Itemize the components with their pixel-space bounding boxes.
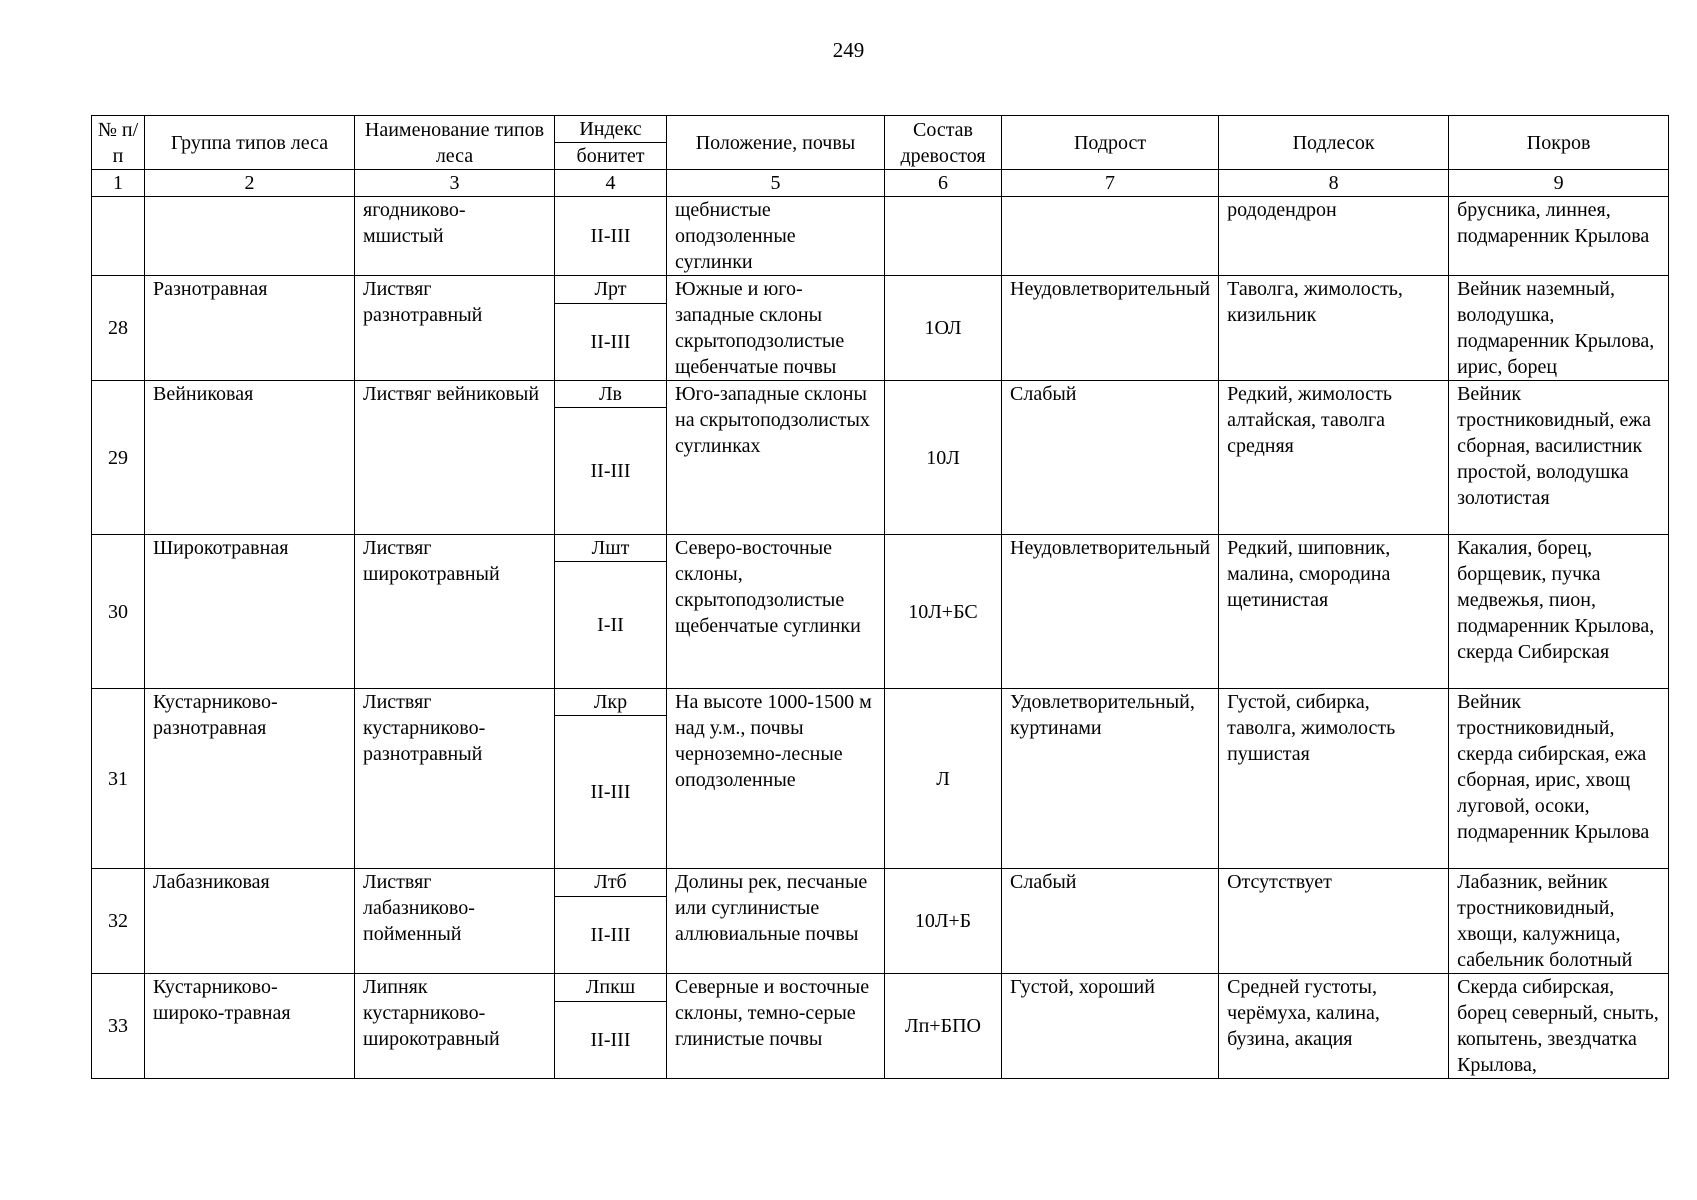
- row-num: 33: [92, 974, 145, 1079]
- undergrowth: Густой, сибирка, таволга, жимолость пушистая: [1219, 689, 1449, 869]
- undergrowth: Отсутствует: [1219, 869, 1449, 974]
- header-bonitet: бонитет: [555, 143, 667, 170]
- forest-type-name: Листвяг кустарниково-разнотравный: [355, 689, 555, 869]
- table-row-continuation: [92, 197, 1669, 276]
- undergrowth: Редкий, жимолость алтайская, таволга средняя: [1219, 381, 1449, 535]
- stand-composition: 10Л: [885, 381, 1002, 535]
- forest-type-name: Листвяг разнотравный: [355, 276, 555, 381]
- bonitet: II-III: [555, 716, 667, 869]
- table-row: [92, 535, 1669, 562]
- forest-type-name: Листвяг лабазниково-пойменный: [355, 869, 555, 974]
- index-code: Лкр: [555, 689, 667, 716]
- header-regrowth: Подрост: [1002, 116, 1219, 170]
- forest-type-name: Липняк кустарниково-широкотравный: [355, 974, 555, 1079]
- forest-group: Кустарниково-широко-травная: [145, 974, 355, 1079]
- ground-cover: брусника, линнея, подмаренник Крылова: [1449, 197, 1669, 276]
- stand-composition: 1ОЛ: [885, 276, 1002, 381]
- table-row: [92, 689, 1669, 716]
- row-num: [92, 197, 145, 276]
- ground-cover: Скерда сибирская, борец северный, сныть, копытень, звездчатка Крылова,: [1449, 974, 1669, 1079]
- header-group: Группа типов леса: [145, 116, 355, 170]
- row-num: 32: [92, 869, 145, 974]
- regrowth: Неудовлетворительный: [1002, 276, 1219, 381]
- bonitet: II-III: [555, 408, 667, 535]
- undergrowth: Редкий, шиповник, малина, смородина щетинистая: [1219, 535, 1449, 689]
- ground-cover: Лабазник, вейник тростниковидный, хвощи, калужница, сабельник болотный: [1449, 869, 1669, 974]
- forest-group: Лабазниковая: [145, 869, 355, 974]
- column-number: 1: [92, 170, 145, 197]
- header-index: Индекс: [555, 116, 667, 143]
- forest-type-name: ягодниково-мшистый: [355, 197, 555, 276]
- forest-types-table: [91, 115, 1669, 1079]
- forest-group: Вейниковая: [145, 381, 355, 535]
- row-num: 30: [92, 535, 145, 689]
- column-number: 2: [145, 170, 355, 197]
- stand-composition: [885, 197, 1002, 276]
- forest-type-name: Листвяг широкотравный: [355, 535, 555, 689]
- column-number: 9: [1449, 170, 1669, 197]
- row-num: 31: [92, 689, 145, 869]
- stand-composition: 10Л+Б: [885, 869, 1002, 974]
- index-code: Лпкш: [555, 974, 667, 1002]
- ground-cover: Какалия, борец, борщевик, пучка медвежья, пион, подмаренник Крылова, скерда Сибирская: [1449, 535, 1669, 689]
- regrowth: Слабый: [1002, 869, 1219, 974]
- ground-cover: Вейник тростниковидный, ежа сборная, василистник простой, володушка золотистая: [1449, 381, 1669, 535]
- position-soils: Северо-восточные склоны, скрытоподзолистые щебенчатые суглинки: [667, 535, 885, 689]
- undergrowth: Таволга, жимолость, кизильник: [1219, 276, 1449, 381]
- column-number: 6: [885, 170, 1002, 197]
- stand-composition: 10Л+БС: [885, 535, 1002, 689]
- row-num: 29: [92, 381, 145, 535]
- row-num: 28: [92, 276, 145, 381]
- position-soils: На высоте 1000-1500 м над у.м., почвы черноземно-лесные оподзоленные: [667, 689, 885, 869]
- undergrowth: Средней густоты, черёмуха, калина, бузина, акация: [1219, 974, 1449, 1079]
- position-soils: щебнистые оподзоленные суглинки: [667, 197, 885, 276]
- table-row: [92, 869, 1669, 897]
- regrowth: Густой, хороший: [1002, 974, 1219, 1079]
- bonitet: II-III: [555, 303, 667, 380]
- index-code: Лшт: [555, 535, 667, 562]
- column-number: 5: [667, 170, 885, 197]
- page-number: 249: [832, 38, 865, 62]
- forest-group: Разнотравная: [145, 276, 355, 381]
- header-num: № п/п: [92, 116, 145, 170]
- position-soils: Южные и юго-западные склоны скрытоподзолистые щебенчатые почвы: [667, 276, 885, 381]
- undergrowth: рододендрон: [1219, 197, 1449, 276]
- column-number: 4: [555, 170, 667, 197]
- index-code: Лв: [555, 381, 667, 408]
- index-code: Лрт: [555, 276, 667, 304]
- forest-group: [145, 197, 355, 276]
- column-number-row: [92, 170, 1669, 197]
- stand-composition: Лп+БПО: [885, 974, 1002, 1079]
- ground-cover: Вейник наземный, володушка, подмаренник Крылова, ирис, борец: [1449, 276, 1669, 381]
- stand-composition: Л: [885, 689, 1002, 869]
- header-cover: Покров: [1449, 116, 1669, 170]
- forest-group: Кустарниково-разнотравная: [145, 689, 355, 869]
- table-row: [92, 276, 1669, 304]
- position-soils: Юго-западные склоны на скрытоподзолистых суглинках: [667, 381, 885, 535]
- bonitet: II-III: [555, 1001, 667, 1078]
- table-row: [92, 381, 1669, 408]
- ground-cover: Вейник тростниковидный, скерда сибирская, ежа сборная, ирис, хвощ луговой, осоки, подмаренник Крылова: [1449, 689, 1669, 869]
- bonitet: I-II: [555, 562, 667, 689]
- column-number: 8: [1219, 170, 1449, 197]
- forest-group: Широкотравная: [145, 535, 355, 689]
- regrowth: Слабый: [1002, 381, 1219, 535]
- position-soils: Долины рек, песчаные или суглинистые аллювиальные почвы: [667, 869, 885, 974]
- regrowth: [1002, 197, 1219, 276]
- position-soils: Северные и восточные склоны, темно-серые глинистые почвы: [667, 974, 885, 1079]
- header-undergrowth: Подлесок: [1219, 116, 1449, 170]
- header-position: Положение, почвы: [667, 116, 885, 170]
- regrowth: Удовлетворительный, куртинами: [1002, 689, 1219, 869]
- header-name: Наименование типов леса: [355, 116, 555, 170]
- column-number: 7: [1002, 170, 1219, 197]
- forest-type-name: Листвяг вейниковый: [355, 381, 555, 535]
- header-composition: Состав древостоя: [885, 116, 1002, 170]
- index-code: Лтб: [555, 869, 667, 897]
- column-number: 3: [355, 170, 555, 197]
- table-row: [92, 974, 1669, 1002]
- bonitet: II-III: [555, 896, 667, 973]
- regrowth: Неудовлетворительный: [1002, 535, 1219, 689]
- bonitet: II-III: [555, 197, 667, 276]
